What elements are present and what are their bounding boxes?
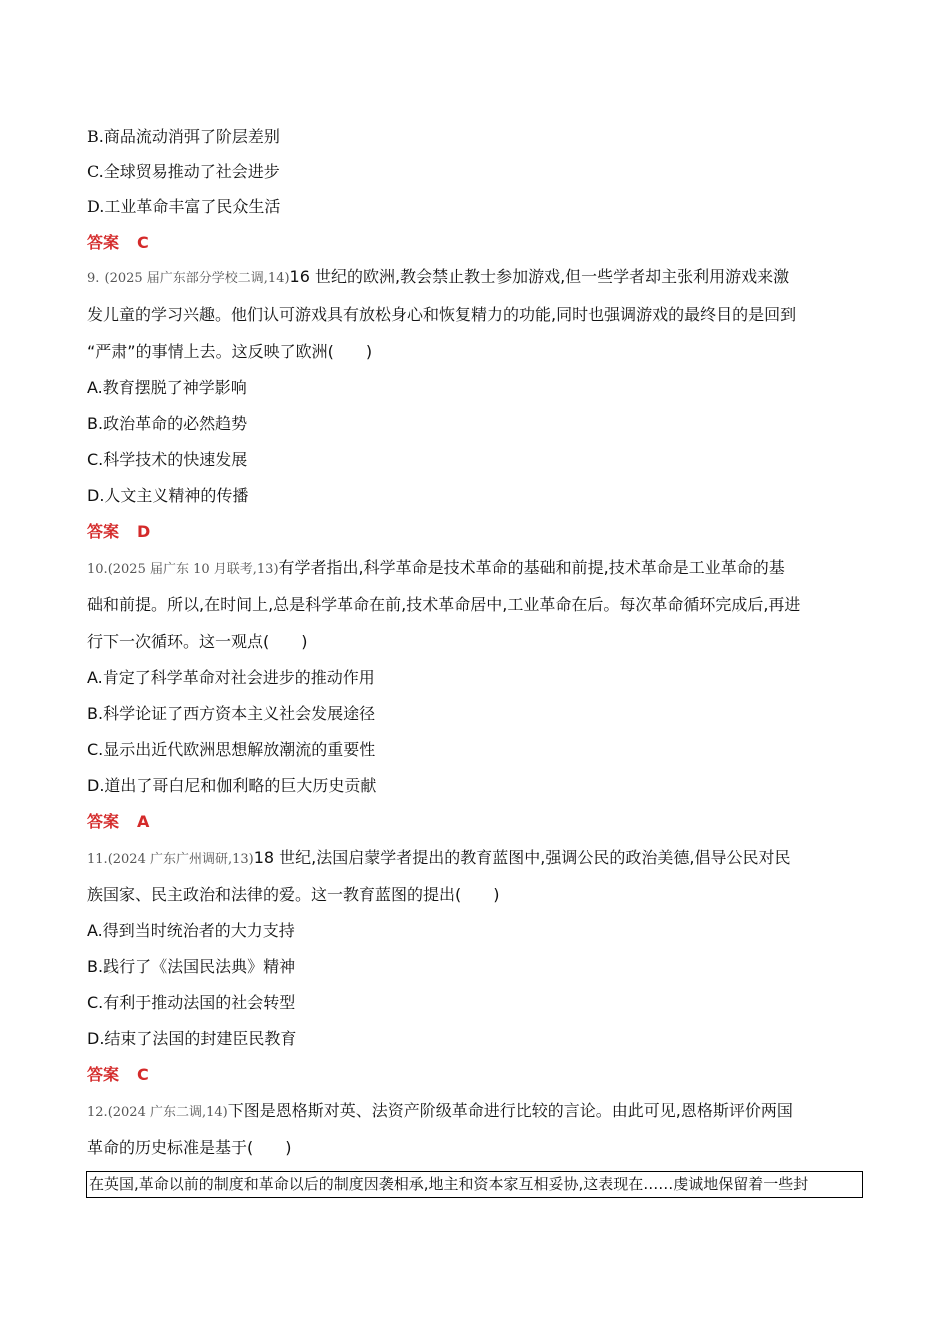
q10-number: 10. bbox=[87, 562, 108, 577]
q9-option-c: C.科学技术的快速发展 bbox=[87, 450, 248, 469]
q10-stem-text-1: 有学者指出,科学革命是技术革命的基础和前提,技术革命是工业革命的基 bbox=[278, 558, 785, 577]
q9-stem-text-1: 16 世纪的欧洲,教会禁止教士参加游戏,但一些学者却主张利用游戏来激 bbox=[289, 267, 790, 286]
answer-line bbox=[87, 233, 149, 253]
q10-answer-value: A bbox=[137, 812, 150, 831]
q9-answer-label: 答案 bbox=[87, 522, 120, 541]
q11-source: (2024 广东广州调研,13) bbox=[107, 852, 254, 867]
q10-option-c: C.显示出近代欧洲思想解放潮流的重要性 bbox=[87, 740, 376, 759]
q11-answer-line bbox=[87, 1065, 149, 1085]
q11-option-c: C.有利于推动法国的社会转型 bbox=[87, 993, 296, 1012]
q10-stem-line-3: 行下一次循环。这一观点( ) bbox=[87, 632, 308, 651]
q9-source: (2025 届广东部分学校二调,14) bbox=[104, 271, 290, 286]
q10-source: (2025 届广东 10 月联考,13) bbox=[107, 562, 279, 577]
q10-stem-line-1 bbox=[87, 558, 785, 580]
q9-stem-line-3: “严肃”的事情上去。这反映了欧洲( ) bbox=[87, 342, 373, 361]
option-d: D.工业革命丰富了民众生活 bbox=[87, 197, 281, 216]
q12-stem-line-2: 革命的历史标准是基于( ) bbox=[87, 1138, 292, 1157]
option-b: B.商品流动消弭了阶层差别 bbox=[87, 127, 280, 146]
q12-stem-text-1: 下图是恩格斯对英、法资产阶级革命进行比较的言论。由此可见,恩格斯评价两国 bbox=[227, 1101, 793, 1120]
q11-stem-line-2: 族国家、民主政治和法律的爱。这一教育蓝图的提出( ) bbox=[87, 885, 500, 904]
option-c: C.全球贸易推动了社会进步 bbox=[87, 162, 280, 181]
q11-option-b: B.践行了《法国民法典》精神 bbox=[87, 957, 296, 976]
q9-option-d: D.人文主义精神的传播 bbox=[87, 486, 249, 505]
q10-answer-line bbox=[87, 812, 149, 832]
q12-number: 12. bbox=[87, 1105, 108, 1120]
q11-answer-value: C bbox=[137, 1065, 149, 1084]
q10-answer-label: 答案 bbox=[87, 812, 120, 831]
q12-stem-line-1 bbox=[87, 1101, 793, 1123]
q10-option-d: D.道出了哥白尼和伽利略的巨大历史贡献 bbox=[87, 776, 377, 795]
q12-source: (2024 广东二调,14) bbox=[107, 1105, 228, 1120]
q10-option-b: B.科学论证了西方资本主义社会发展途径 bbox=[87, 704, 376, 723]
q9-answer-value: D bbox=[137, 522, 151, 541]
q9-number: 9. bbox=[87, 271, 100, 286]
q9-stem-line-1 bbox=[87, 267, 789, 289]
quote-box: 在英国,革命以前的制度和革命以后的制度因袭相承,地主和资本家互相妥协,这表现在……虔诚地保留着一些封 bbox=[86, 1171, 863, 1198]
q11-answer-label: 答案 bbox=[87, 1065, 120, 1084]
q11-stem-text-1: 18 世纪,法国启蒙学者提出的教育蓝图中,强调公民的政治美德,倡导公民对民 bbox=[253, 848, 791, 867]
q9-answer-line bbox=[87, 522, 150, 542]
q11-option-a: A.得到当时统治者的大力支持 bbox=[87, 921, 295, 940]
q11-option-d: D.结束了法国的封建臣民教育 bbox=[87, 1029, 297, 1048]
answer-value: C bbox=[137, 233, 149, 252]
q11-number: 11. bbox=[87, 852, 108, 867]
q9-stem-line-2: 发儿童的学习兴趣。他们认可游戏具有放松身心和恢复精力的功能,同时也强调游戏的最终目的是回到 bbox=[87, 305, 797, 324]
q10-stem-line-2: 础和前提。所以,在时间上,总是科学革命在前,技术革命居中,工业革命在后。每次革命循环完成后,再进 bbox=[87, 595, 801, 614]
q10-option-a: A.肯定了科学革命对社会进步的推动作用 bbox=[87, 668, 375, 687]
answer-label: 答案 bbox=[87, 233, 120, 252]
q9-option-b: B.政治革命的必然趋势 bbox=[87, 414, 248, 433]
q9-option-a: A.教育摆脱了神学影响 bbox=[87, 378, 247, 397]
q11-stem-line-1 bbox=[87, 848, 790, 870]
